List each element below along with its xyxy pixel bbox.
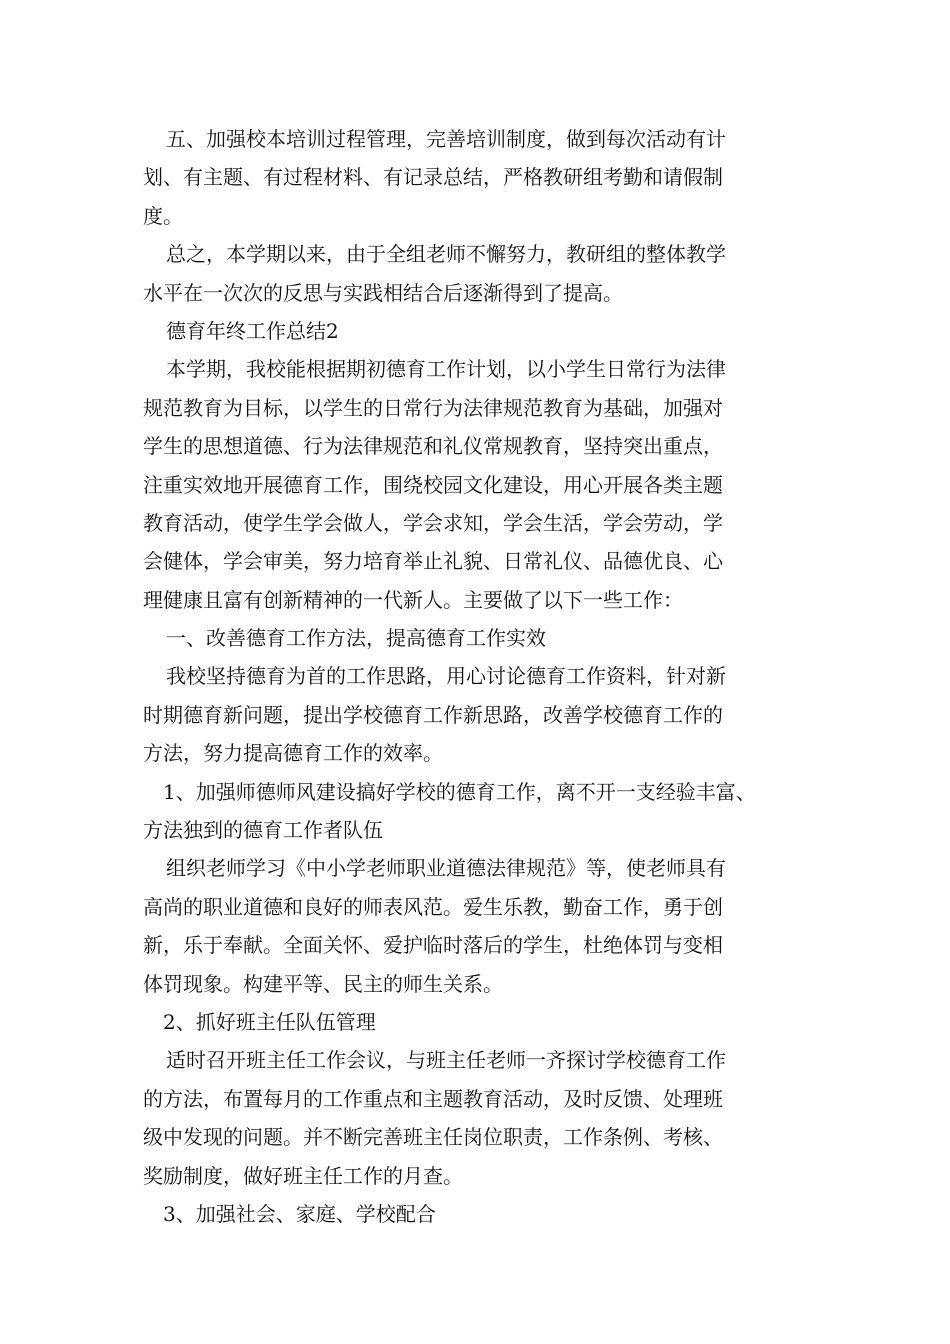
document-body (143, 120, 808, 1233)
paragraph-line: 体罚现象。构建平等、民主的师生关系。 (143, 971, 503, 996)
paragraph-line: 高尚的职业道德和良好的师表风范。爱生乐教，勤奋工作，勇于创 (143, 894, 723, 919)
paragraph-line: 方法独到的德育工作者队伍 (143, 818, 383, 843)
paragraph-line: 奖励制度，做好班主任工作的月查。 (143, 1163, 463, 1188)
paragraph-line: 注重实效地开展德育工作，围绕校园文化建设，用心开展各类主题 (143, 472, 723, 497)
paragraph-line: 教育活动，使学生学会做人，学会求知，学会生活，学会劳动，学 (143, 510, 723, 535)
numbered-item-line: 3、加强社会、家庭、学校配合 (163, 1201, 436, 1226)
paragraph-line: 我校坚持德育为首的工作思路，用心讨论德育工作资料，针对新 (166, 664, 726, 689)
section-heading: 德育年终工作总结2 (166, 318, 339, 343)
subsection-heading: 一、改善德育工作方法，提高德育工作实效 (166, 626, 546, 651)
paragraph-line: 总之，本学期以来，由于全组老师不懈努力，教研组的整体教学 (166, 242, 726, 267)
paragraph-line: 本学期，我校能根据期初德育工作计划，以小学生日常行为法律 (166, 357, 726, 382)
paragraph-line: 级中发现的问题。并不断完善班主任岗位职责，工作条例、考核、 (143, 1125, 723, 1150)
numbered-item-line: 1、加强师德师风建设搞好学校的德育工作，离不开一支经验丰富、 (163, 779, 756, 804)
paragraph-line: 新，乐于奉献。全面关怀、爱护临时落后的学生，杜绝体罚与变相 (143, 933, 723, 958)
paragraph-line: 五、加强校本培训过程管理，完善培训制度，做到每次活动有计 (166, 127, 726, 151)
paragraph-line: 会健体，学会审美，努力培育举止礼貌、日常礼仪、品德优良、心 (143, 549, 723, 574)
paragraph-line: 水平在一次次的反思与实践相结合后逐渐得到了提高。 (143, 280, 623, 305)
numbered-item-line: 2、抓好班主任队伍管理 (163, 1009, 376, 1034)
paragraph-line: 度。 (143, 203, 183, 228)
paragraph-line: 组织老师学习《中小学老师职业道德法律规范》等，使老师具有 (166, 856, 726, 881)
paragraph-line: 规范教育为目标，以学生的日常行为法律规范教育为基础，加强对 (143, 395, 723, 420)
paragraph-line: 学生的思想道德、行为法律规范和礼仪常规教育，坚持突出重点， (143, 434, 723, 459)
paragraph-line: 的方法，布置每月的工作重点和主题教育活动，及时反馈、处理班 (143, 1086, 723, 1111)
paragraph-line: 理健康且富有创新精神的一代新人。主要做了以下一些工作： (143, 587, 683, 612)
paragraph-line: 适时召开班主任工作会议，与班主任老师一齐探讨学校德育工作 (166, 1048, 726, 1073)
paragraph-line: 时期德育新问题，提出学校德育工作新思路，改善学校德育工作的 (143, 702, 723, 727)
paragraph-line: 划、有主题、有过程材料、有记录总结，严格教研组考勤和请假制 (143, 165, 723, 190)
paragraph-line: 方法，努力提高德育工作的效率。 (143, 741, 443, 766)
